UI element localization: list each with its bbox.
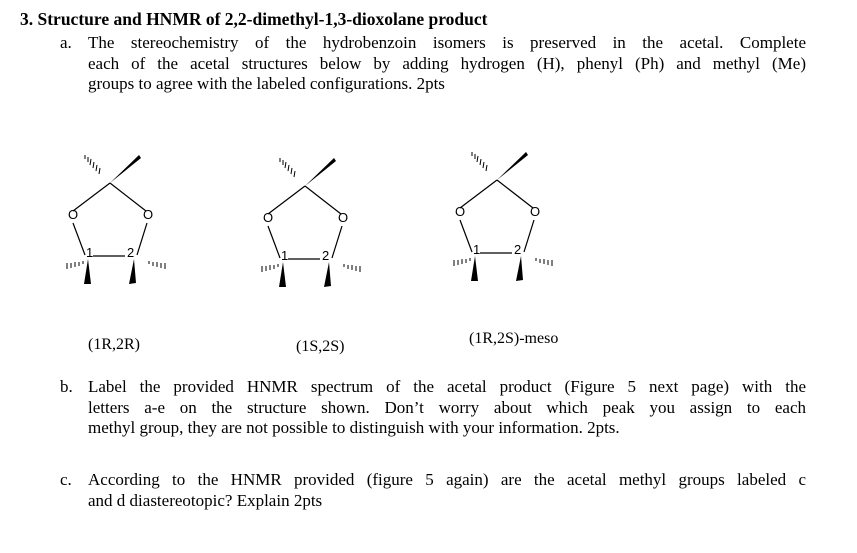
part-b-line-3: methyl group, they are not possible to distinguish with your information. 2pts. bbox=[88, 418, 620, 437]
part-c-marker: c. bbox=[60, 470, 72, 489]
structure-3-carbon-1: 1 bbox=[473, 242, 481, 257]
structure-3-oxygen-right: O bbox=[530, 204, 541, 219]
structure-2-drawing bbox=[250, 148, 390, 308]
part-b-text bbox=[88, 377, 806, 439]
structure-3-drawing bbox=[442, 142, 582, 302]
part-c-line-2: and d diastereotopic? Explain 2pts bbox=[88, 490, 323, 510]
structure-2-oxygen-right: O bbox=[338, 210, 349, 225]
structure-1-carbon-1: 1 bbox=[86, 245, 94, 260]
structure-3-label: (1R,2S)-meso bbox=[469, 330, 559, 347]
part-a-line-1: The stereochemistry of the hydrobenzoin isomers is preserved in the acetal. Complete bbox=[88, 33, 806, 52]
part-a-line-3: groups to agree with the labeled configurations. 2pts bbox=[88, 74, 445, 93]
structure-2-carbon-1: 1 bbox=[281, 248, 289, 263]
structure-3-carbon-2: 2 bbox=[514, 242, 522, 257]
structure-1-carbon-2: 2 bbox=[127, 245, 135, 260]
part-c-line-1: According to the HNMR provided (figure 5 again) are the acetal methyl groups labeled c bbox=[88, 470, 806, 489]
structure-3-oxygen-left: O bbox=[455, 204, 466, 219]
structure-1-drawing bbox=[55, 145, 195, 305]
structure-1-oxygen-left: O bbox=[68, 207, 79, 222]
part-b-marker: b. bbox=[60, 377, 73, 396]
structure-1-oxygen-right: O bbox=[143, 207, 154, 222]
part-b-line-2: letters a-e on the structure shown. Don’t worry about which peak you assign to each bbox=[88, 397, 806, 417]
part-b-line-1: Label the provided HNMR spectrum of the acetal product (Figure 5 next page) with the bbox=[88, 377, 806, 396]
part-a-line-2: each of the acetal structures below by adding hydrogen (H), phenyl (Ph) and methyl (Me) bbox=[88, 53, 806, 73]
part-a-text bbox=[88, 33, 806, 95]
structure-2-label: (1S,2S) bbox=[296, 338, 345, 355]
structure-2-oxygen-left: O bbox=[263, 210, 274, 225]
structure-1-label: (1R,2R) bbox=[88, 336, 140, 353]
question-heading: 3. Structure and HNMR of 2,2-dimethyl-1,3-dioxolane product bbox=[20, 9, 488, 29]
part-a-marker: a. bbox=[60, 33, 72, 52]
structure-2-carbon-2: 2 bbox=[322, 248, 330, 263]
part-c-text bbox=[88, 470, 806, 511]
